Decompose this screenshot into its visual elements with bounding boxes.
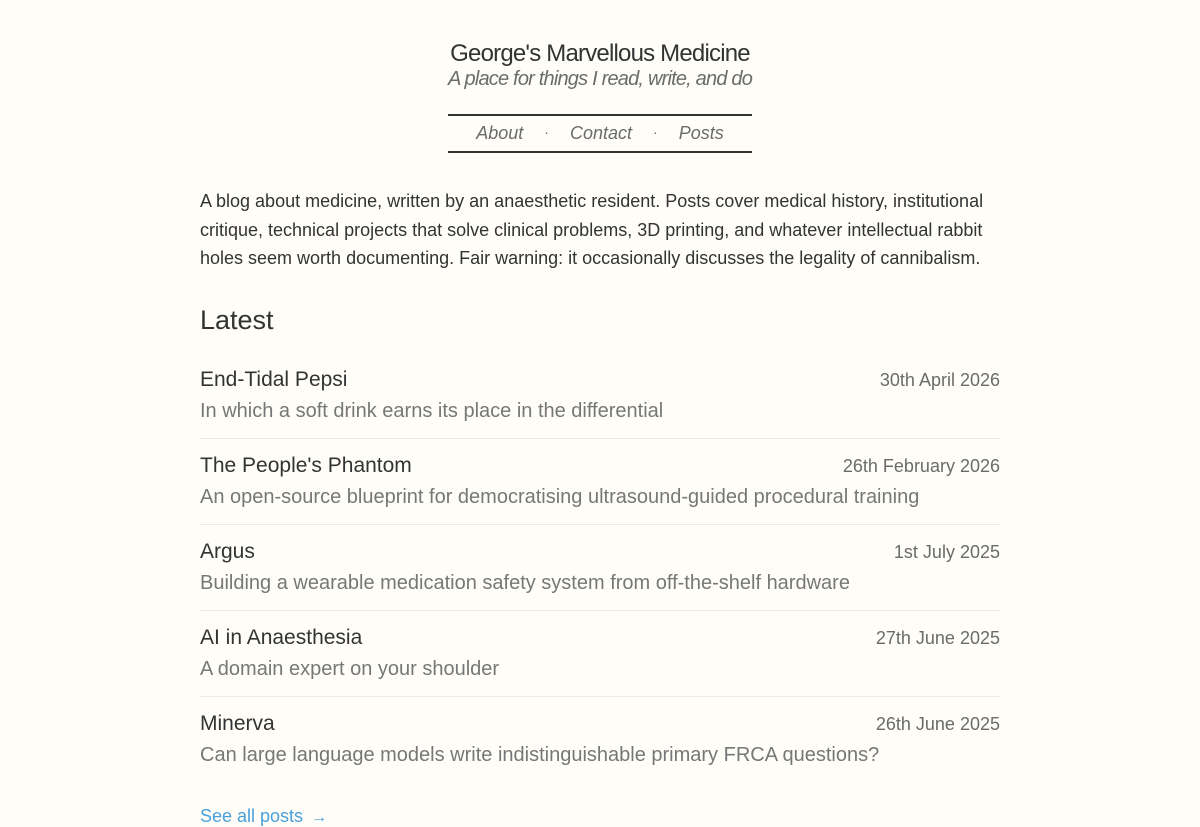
list-item bbox=[200, 451, 1000, 525]
site-header bbox=[200, 0, 1000, 153]
see-all-label: See all posts bbox=[200, 805, 304, 826]
post-date: 27th June 2025 bbox=[875, 627, 1000, 648]
post-title-link[interactable]: The People's Phantom bbox=[200, 453, 412, 477]
post-description: Can large language models write indistinguishable primary FRCA questions? bbox=[200, 743, 880, 766]
post-date: 26th February 2026 bbox=[842, 455, 1000, 476]
nav-separator: · bbox=[544, 124, 549, 140]
latest-heading: Latest bbox=[200, 304, 274, 335]
site-nav bbox=[448, 114, 752, 153]
list-item bbox=[200, 537, 1000, 611]
nav-posts-link[interactable]: Posts bbox=[678, 123, 724, 143]
site-tagline: A place for things I read, write, and do bbox=[447, 68, 753, 90]
post-row bbox=[200, 537, 1000, 567]
post-title-link[interactable]: Argus bbox=[200, 539, 255, 563]
post-title-link[interactable]: AI in Anaesthesia bbox=[200, 625, 363, 649]
post-description: Building a wearable medication safety system from off-the-shelf hardware bbox=[200, 571, 850, 594]
post-title-link[interactable]: Minerva bbox=[200, 711, 275, 735]
post-list bbox=[200, 365, 1000, 782]
nav-separator: · bbox=[653, 124, 658, 140]
post-title-link[interactable]: End-Tidal Pepsi bbox=[200, 367, 348, 391]
post-date: 26th June 2025 bbox=[875, 713, 1000, 734]
post-row bbox=[200, 623, 1000, 653]
post-description: A domain expert on your shoulder bbox=[200, 657, 500, 680]
intro-paragraph: A blog about medicine, written by an anaesthetic resident. Posts cover medical history, institutional critique, technical projects that solve clinical problems, 3D printing, and whatever intellectual rabbit holes seem worth documenting. Fair warning: it occasionally discusses the legality of cannibalism. bbox=[200, 191, 984, 268]
list-item bbox=[200, 623, 1000, 697]
post-description: An open-source blueprint for democratising ultrasound-guided procedural training bbox=[200, 485, 920, 508]
nav-about-link[interactable]: About bbox=[476, 123, 524, 143]
post-row bbox=[200, 451, 1000, 481]
post-row bbox=[200, 709, 1000, 739]
site-title[interactable]: George's Marvellous Medicine bbox=[450, 40, 750, 67]
arrow-right-icon: → bbox=[311, 808, 328, 826]
post-date: 1st July 2025 bbox=[893, 541, 1000, 562]
post-row bbox=[200, 365, 1000, 395]
post-description: In which a soft drink earns its place in the differential bbox=[200, 399, 664, 422]
post-date: 30th April 2026 bbox=[879, 369, 1000, 390]
list-item bbox=[200, 709, 1000, 782]
list-item bbox=[200, 365, 1000, 439]
see-all-posts-link[interactable] bbox=[200, 806, 327, 827]
page bbox=[200, 0, 1000, 827]
nav-contact-link[interactable]: Contact bbox=[569, 123, 633, 143]
